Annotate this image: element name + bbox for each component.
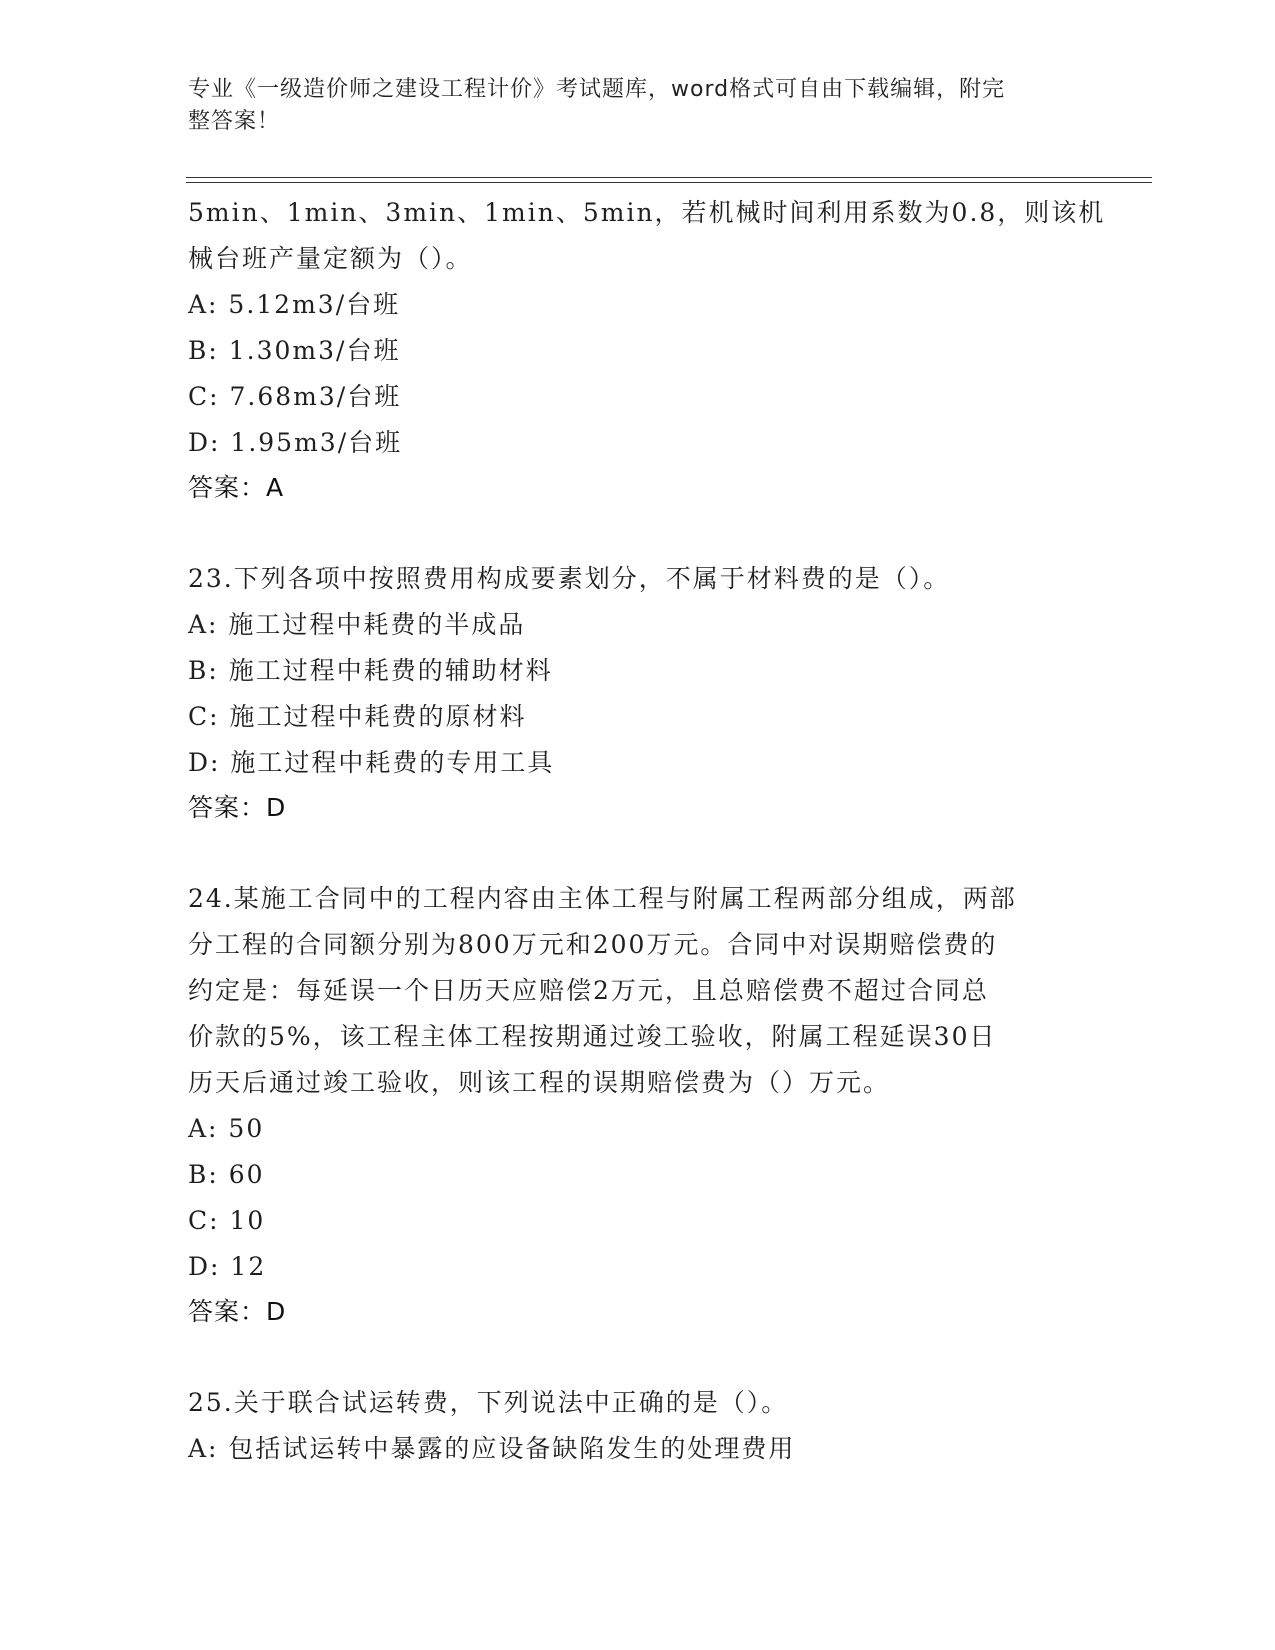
- document-body: [188, 190, 1106, 1472]
- stem-line: 分工程的合同额分别为800万元和200万元。合同中对误期赔偿费的: [188, 930, 998, 959]
- header-divider-top: [186, 177, 1152, 178]
- stem-line: 价款的5%，该工程主体工程按期通过竣工验收，附属工程延误30日: [188, 1022, 997, 1051]
- stem-line: 5min、1min、3min、1min、5min，若机械时间利用系数为0.8，则该机: [188, 198, 1106, 227]
- question-22: [188, 190, 1106, 510]
- answer: 答案：D: [188, 793, 287, 822]
- option-c: C: 7.68m3/台班: [188, 382, 402, 411]
- option-a: A: 施工过程中耗费的半成品: [188, 610, 526, 639]
- option-b: B: 1.30m3/台班: [188, 336, 401, 365]
- question-stem: [188, 876, 1088, 1106]
- option-d: D: 1.95m3/台班: [188, 428, 403, 457]
- answer: 答案：D: [188, 1297, 287, 1326]
- header-line-2: 整答案！: [188, 109, 281, 134]
- option-a: A: 50: [188, 1114, 265, 1143]
- option-c: C: 施工过程中耗费的原材料: [188, 702, 527, 731]
- question-25: [188, 1380, 1088, 1472]
- stem-line: 24.某施工合同中的工程内容由主体工程与附属工程两部分组成，两部: [188, 884, 1017, 913]
- stem-line: 25.关于联合试运转费，下列说法中正确的是（）。: [188, 1388, 789, 1417]
- option-b: B: 施工过程中耗费的辅助材料: [188, 656, 553, 685]
- option-b: B: 60: [188, 1160, 265, 1189]
- question-stem: [188, 190, 1106, 282]
- header-divider-bottom: [186, 182, 1152, 183]
- question-stem: [188, 1380, 1088, 1426]
- option-d: D: 施工过程中耗费的专用工具: [188, 748, 555, 777]
- stem-line: 约定是：每延误一个日历天应赔偿2万元，且总赔偿费不超过合同总: [188, 976, 989, 1005]
- option-c: C: 10: [188, 1206, 266, 1235]
- stem-line: 23.下列各项中按照费用构成要素划分，不属于材料费的是（）。: [188, 564, 951, 593]
- answer: 答案：A: [188, 473, 285, 502]
- question-stem: [188, 556, 1088, 602]
- question-23: [188, 556, 1088, 830]
- option-a: A: 5.12m3/台班: [188, 290, 401, 319]
- header-line-1: 专业《一级造价师之建设工程计价》考试题库，word格式可自由下载编辑，附完: [188, 77, 1006, 102]
- option-d: D: 12: [188, 1252, 267, 1281]
- document-header: [188, 74, 1068, 138]
- option-a: A: 包括试运转中暴露的应设备缺陷发生的处理费用: [188, 1434, 796, 1463]
- question-24: [188, 876, 1088, 1334]
- stem-line: 械台班产量定额为（）。: [188, 244, 473, 273]
- stem-line: 历天后通过竣工验收，则该工程的误期赔偿费为（）万元。: [188, 1068, 891, 1097]
